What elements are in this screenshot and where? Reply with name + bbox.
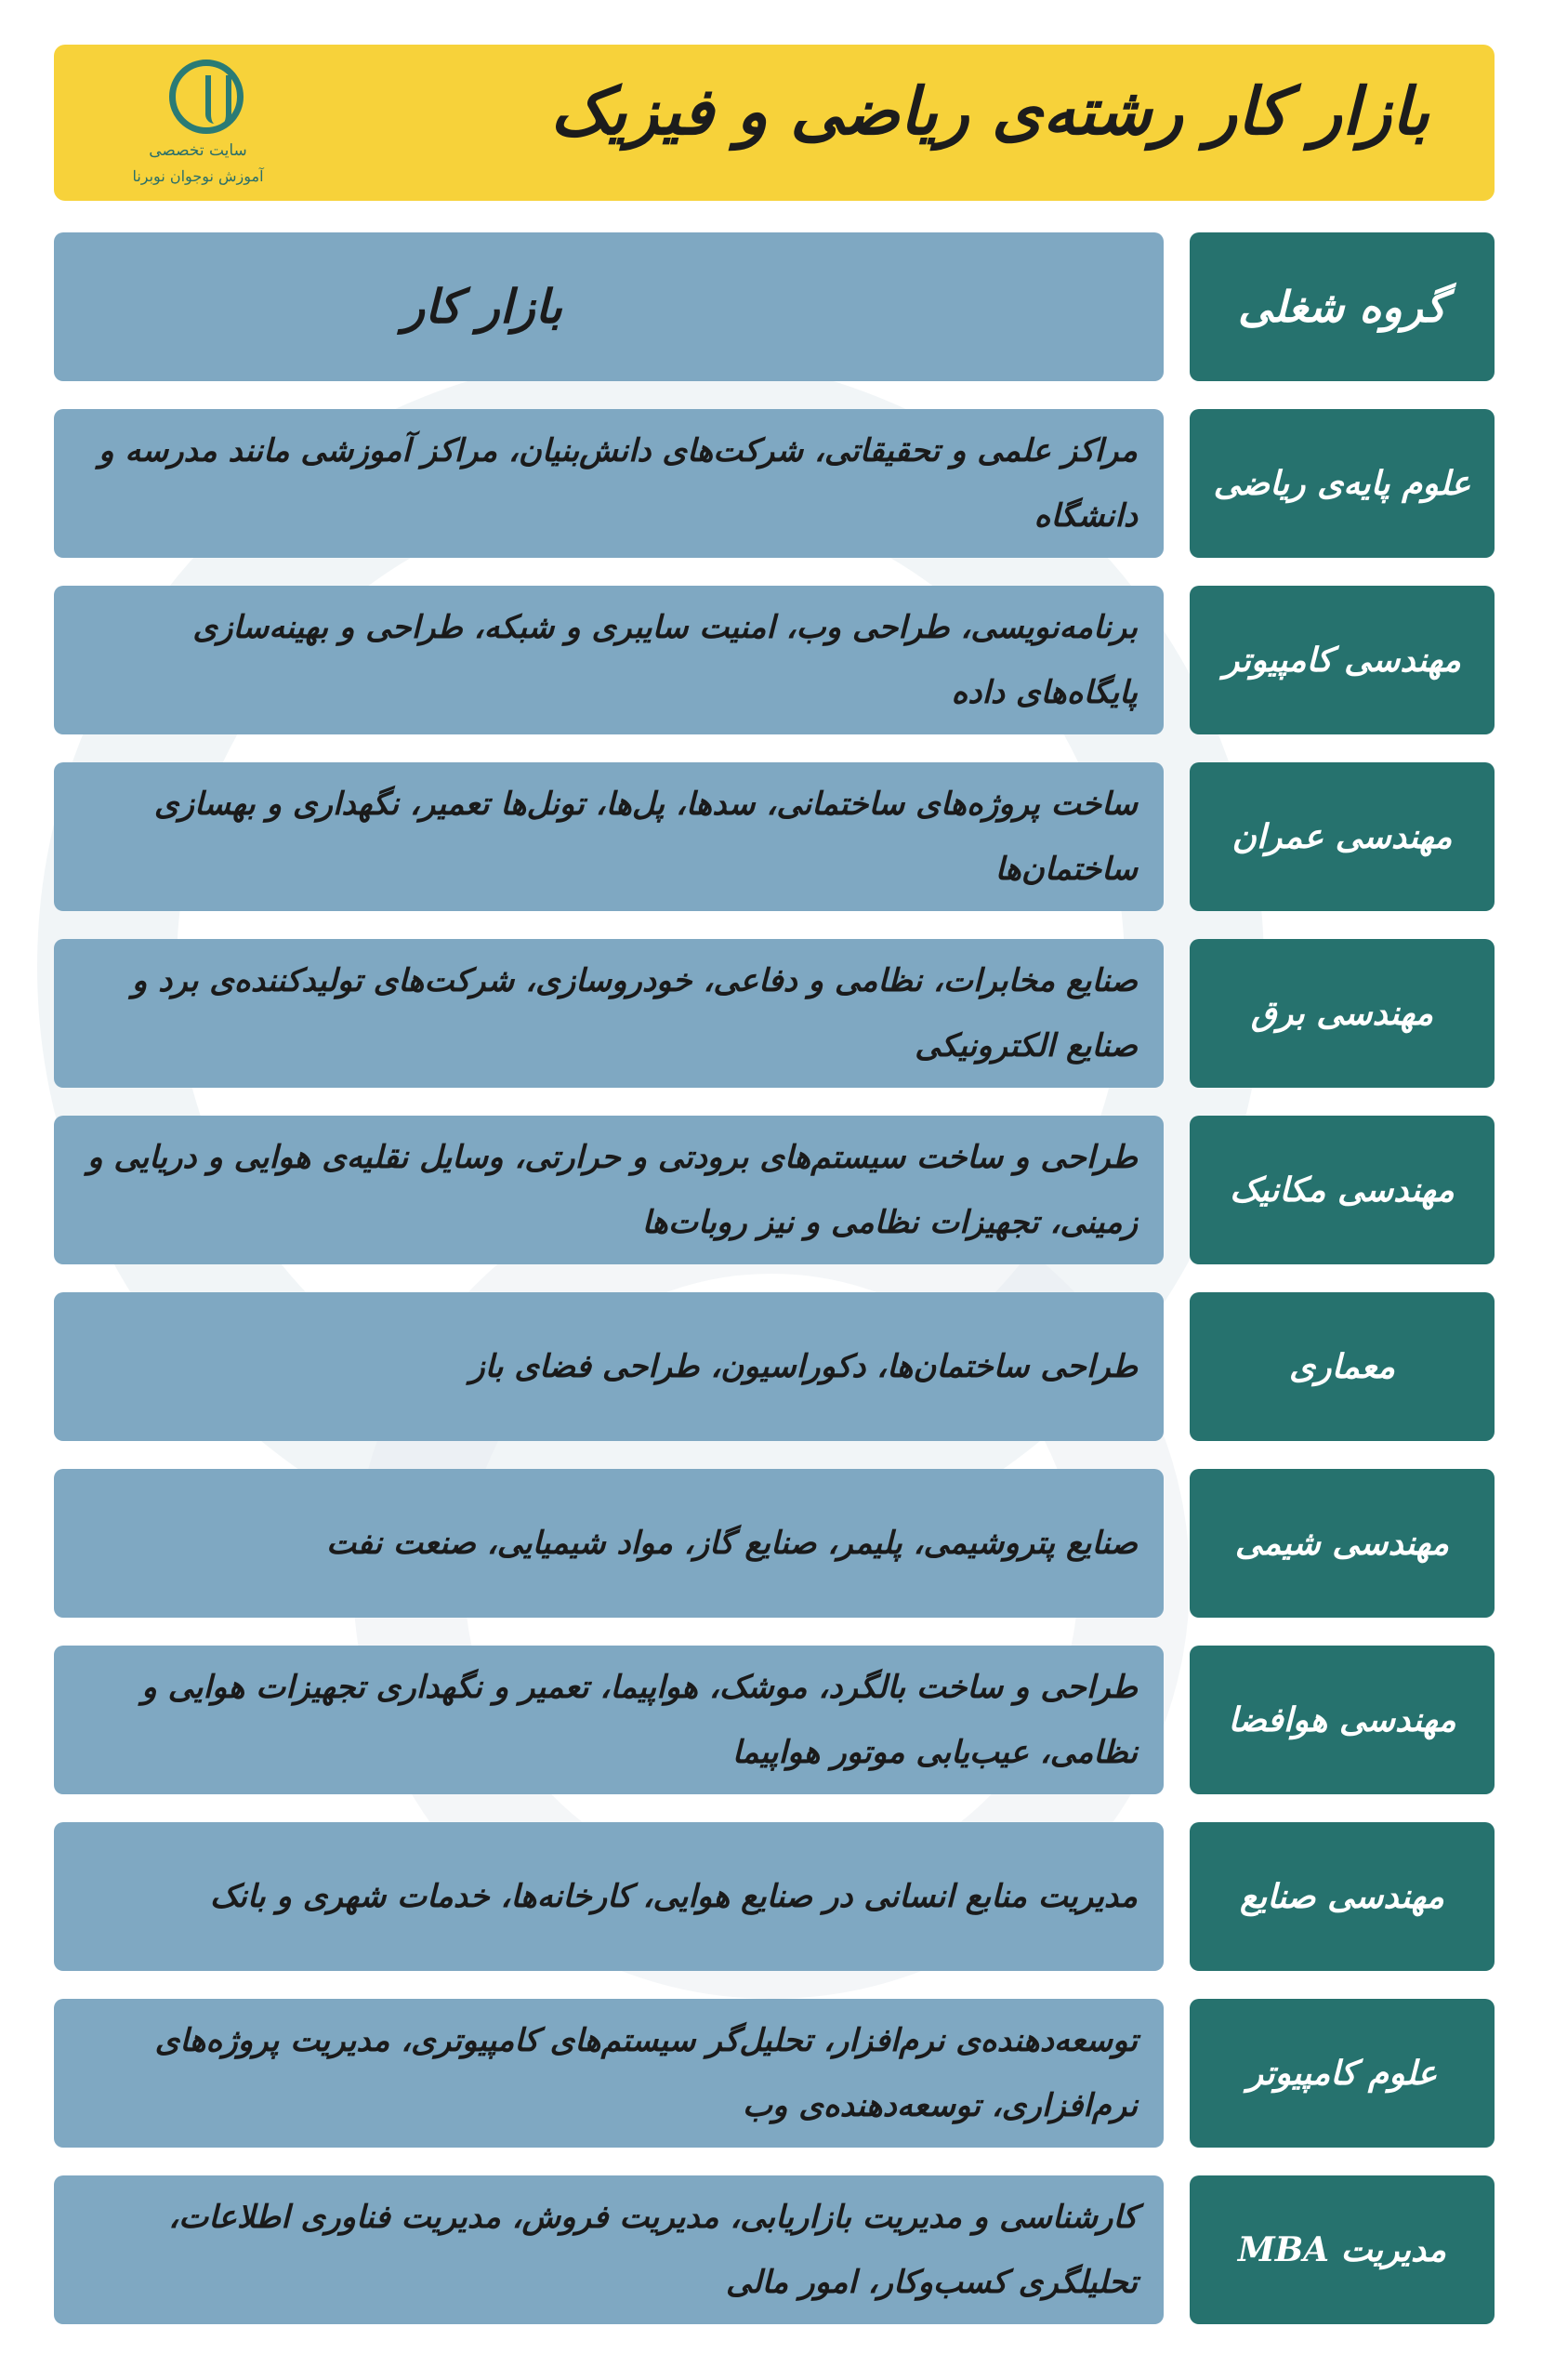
table-row: [54, 586, 1495, 734]
table-row: [54, 1116, 1495, 1264]
market-cell: صنایع مخابرات، نظامی و دفاعی، خودروسازی، شرکت‌های تولیدکننده‌ی برد و صنایع الکترونیکی: [54, 939, 1164, 1088]
group-cell: مدیریت MBA: [1190, 2175, 1495, 2324]
market-cell: مراکز علمی و تحقیقاتی، شرکت‌های دانش‌بنیان، مراکز آموزشی مانند مدرسه و دانشگاه: [54, 409, 1164, 558]
group-cell: مهندسی عمران: [1190, 762, 1495, 911]
page-title: بازار کار رشته‌ی ریاضی و فیزیک: [550, 73, 1429, 150]
table-row: [54, 1646, 1495, 1794]
market-cell: طراحی ساختمان‌ها، دکوراسیون، طراحی فضای باز: [54, 1292, 1164, 1441]
group-cell: مهندسی هوافضا: [1190, 1646, 1495, 1794]
group-cell: علوم کامپیوتر: [1190, 1999, 1495, 2148]
table-row: [54, 409, 1495, 558]
table-row: [54, 762, 1495, 911]
group-cell: معماری: [1190, 1292, 1495, 1441]
market-cell: برنامه‌نویسی، طراحی وب، امنیت سایبری و شبکه، طراحی و بهینه‌سازی پایگاه‌های داده: [54, 586, 1164, 734]
column-header-group: گروه شغلی: [1190, 232, 1495, 381]
logo-text-line1: سایت تخصصی: [149, 141, 247, 160]
market-cell: طراحی و ساخت بالگرد، موشک، هواپیما، تعمیر و نگهداری تجهیزات هوایی و نظامی، عیب‌یابی موتور هواپیما: [54, 1646, 1164, 1794]
logo-text-line2: آموزش نوجوان نوبرنا: [132, 167, 264, 185]
market-cell: مدیریت منابع انسانی در صنایع هوایی، کارخانه‌ها، خدمات شهری و بانک: [54, 1822, 1164, 1971]
group-cell: مهندسی برق: [1190, 939, 1495, 1088]
logo-person-icon: [169, 60, 244, 134]
title-banner: [54, 45, 1495, 201]
market-cell: طراحی و ساخت سیستم‌های برودتی و حرارتی، وسایل نقلیه‌ی هوایی و دریایی و زمینی، تجهیزات نظامی و نیز روبات‌ها: [54, 1116, 1164, 1264]
table-row: [54, 1999, 1495, 2148]
group-cell: مهندسی مکانیک: [1190, 1116, 1495, 1264]
group-cell: مهندسی کامپیوتر: [1190, 586, 1495, 734]
column-header-market: بازار کار: [54, 232, 1164, 381]
group-cell: علوم پایه‌ی ریاضی: [1190, 409, 1495, 558]
table-header-row: [54, 232, 1495, 381]
market-cell: توسعه‌دهنده‌ی نرم‌افزار، تحلیل‌گر سیستم‌های کامپیوتری، مدیریت پروژه‌های نرم‌افزاری، توسعه‌دهنده‌ی وب: [54, 1999, 1164, 2148]
table-row: [54, 2175, 1495, 2324]
table-row: [54, 939, 1495, 1088]
group-cell: مهندسی صنایع: [1190, 1822, 1495, 1971]
site-logo: [110, 58, 286, 197]
group-cell: مهندسی شیمی: [1190, 1469, 1495, 1618]
market-cell: صنایع پتروشیمی، پلیمر، صنایع گاز، مواد شیمیایی، صنعت نفت: [54, 1469, 1164, 1618]
market-cell: کارشناسی و مدیریت بازاریابی، مدیریت فروش، مدیریت فناوری اطلاعات، تحلیلگری کسب‌وکار، امور مالی: [54, 2175, 1164, 2324]
market-cell: ساخت پروژه‌های ساختمانی، سدها، پل‌ها، تونل‌ها تعمیر، نگهداری و بهسازی ساختمان‌ها: [54, 762, 1164, 911]
table-row: [54, 1292, 1495, 1441]
table-row: [54, 1469, 1495, 1618]
table-row: [54, 1822, 1495, 1971]
